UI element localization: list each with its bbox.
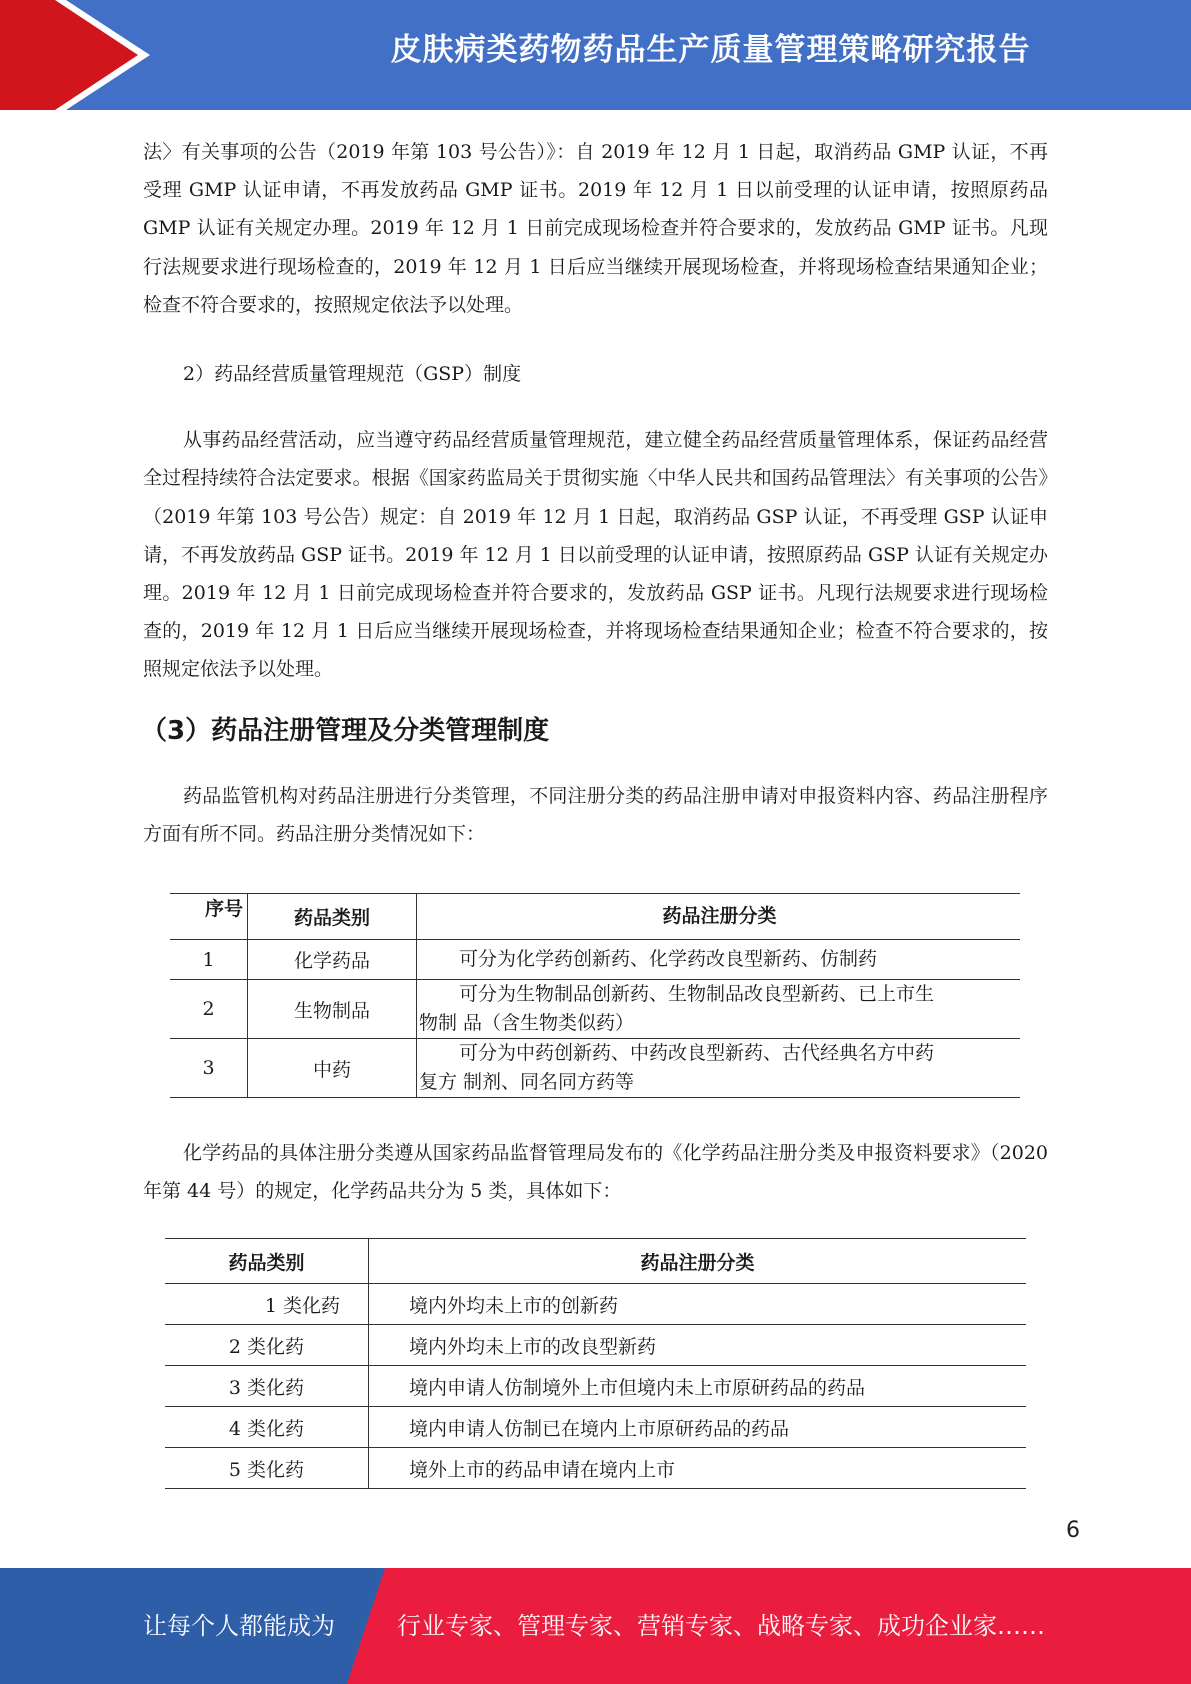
row-description: 境内申请人仿制境外上市但境内未上市原研药品的药品 [369, 1366, 1027, 1407]
section-heading: （3）药品注册管理及分类管理制度 [141, 715, 550, 746]
row-description [417, 940, 1021, 980]
row-category: 中药 [248, 1039, 417, 1098]
table-row [170, 940, 1020, 980]
table-row [165, 1448, 1026, 1489]
row-description [417, 980, 1021, 1039]
registration-category-table [170, 893, 1020, 1098]
table-row [165, 1366, 1026, 1407]
row-number: 3 [170, 1039, 248, 1098]
page-number: 6 [1066, 1518, 1080, 1543]
row-category: 5 类化药 [165, 1448, 369, 1489]
paragraph-chemical-drugs: 化学药品的具体注册分类遵从国家药品监督管理局发布的《化学药品注册分类及申报资料要求》（2020 年第 44 号）的规定，化学药品共分为 5 类，具体如下： [143, 1142, 1048, 1203]
row-category: 2 类化药 [165, 1325, 369, 1366]
footer-slogan-left: 让每个人都能成为 [143, 1612, 335, 1640]
table-header-cell: 药品注册分类 [417, 894, 1021, 940]
table-row [170, 980, 1020, 1039]
table-header-cell: 药品类别 [165, 1239, 369, 1284]
table-row [165, 1284, 1026, 1325]
row-description-line: 可分为化学药创新药、化学药改良型新药、仿制药 [459, 948, 878, 970]
subheading-gsp: 2）药品经营质量管理规范（GSP）制度 [183, 363, 522, 386]
table-row [170, 1039, 1020, 1098]
paragraph-registration-intro: 药品监管机构对药品注册进行分类管理，不同注册分类的药品注册申请对申报资料内容、药品注册程序方面有所不同。药品注册分类情况如下： [143, 784, 1048, 845]
row-description-line: 可分为生物制品创新药、生物制品改良型新药、已上市生 [459, 983, 935, 1005]
row-description-line: 可分为中药创新药、中药改良型新药、古代经典名方中药 [459, 1042, 935, 1064]
row-description: 境内外均未上市的改良型新药 [369, 1325, 1027, 1366]
row-description: 境内外均未上市的创新药 [369, 1284, 1027, 1325]
table-header-cell: 药品类别 [248, 894, 417, 940]
table-row [165, 1407, 1026, 1448]
row-number: 2 [170, 980, 248, 1039]
main-content [143, 133, 1048, 853]
page-header [0, 0, 1191, 110]
chemical-drug-class-table [165, 1238, 1026, 1489]
chemical-drug-intro [143, 1134, 1048, 1210]
row-description: 境外上市的药品申请在境内上市 [369, 1448, 1027, 1489]
row-category: 4 类化药 [165, 1407, 369, 1448]
table-header-cell: 药品注册分类 [369, 1239, 1027, 1284]
row-description-line: 物制 品（含生物类似药） [419, 1012, 635, 1034]
footer-slogan-right: 行业专家、管理专家、营销专家、战略专家、成功企业家…… [397, 1612, 1045, 1640]
table-header-cell: 序号 [170, 894, 248, 940]
row-category: 3 类化药 [165, 1366, 369, 1407]
report-title: 皮肤病类药物药品生产质量管理策略研究报告 [390, 32, 1031, 68]
paragraph-gmp-continued: 法〉有关事项的公告（2019 年第 103 号公告）》：自 2019 年 12 月 1 日起，取消药品 GMP 认证，不再受理 GMP 认证申请，不再发放药品 GMP 证书。2019 年 12 月 1 日以前受理的认证申请，按照原药品 GMP 认证有关规定办理。2019 年 12 月 1 日前完成现场检查并符合要求的，发放药品 GMP 证书。凡现行法规要求进行现场检查的，2019 年 12 月 1 日后应当继续开展现场检查，并将现场检查结果通知企业；检查不符合要求的，按照规定依法予以处理。 [143, 141, 1048, 316]
row-description-line: 复方 制剂、同名同方药等 [419, 1071, 635, 1093]
row-category: 1 类化药 [165, 1284, 369, 1325]
row-description [417, 1039, 1021, 1098]
row-category: 化学药品 [248, 940, 417, 980]
row-number: 1 [170, 940, 248, 980]
page-footer [0, 1568, 1191, 1684]
row-category: 生物制品 [248, 980, 417, 1039]
paragraph-gsp: 从事药品经营活动，应当遵守药品经营质量管理规范，建立健全药品经营质量管理体系，保证药品经营全过程持续符合法定要求。根据《国家药监局关于贯彻实施〈中华人民共和国药品管理法〉有关事项的公告》（2019 年第 103 号公告）规定：自 2019 年 12 月 1 日起，取消药品 GSP 认证，不再受理 GSP 认证申请，不再发放药品 GSP 证书。2019 年 12 月 1 日以前受理的认证申请，按照原药品 GSP 认证有关规定办理。2019 年 12 月 1 日前完成现场检查并符合要求的，发放药品 GSP 证书。凡现行法规要求进行现场检查的，2019 年 12 月 1 日后应当继续开展现场检查，并将现场检查结果通知企业；检查不符合要求的，按照规定依法予以处理。 [143, 429, 1048, 681]
row-description: 境内申请人仿制已在境内上市原研药品的药品 [369, 1407, 1027, 1448]
table-row [165, 1325, 1026, 1366]
